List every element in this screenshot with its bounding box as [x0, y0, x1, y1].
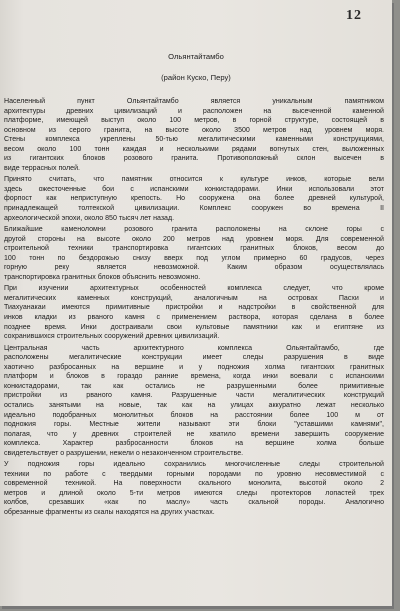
- text-line: хаотично разбросанных на вершине и у подножия холма гигантских гранитных: [4, 363, 384, 371]
- text-line: основном из серого гранита, на высоте около 3500 метров над уровнем моря.: [4, 126, 384, 134]
- text-line: Ближайшие каменоломни розового гранита расположены на склоне горы с: [4, 226, 384, 234]
- text-line: 100 тонн по бездорожью снизу вверх под углом примерно 60 градусов, через: [4, 254, 384, 262]
- text-line: форпост как неприступную крепость. Но сооружена она более древней культурой,: [4, 195, 384, 203]
- text-line: Стены комплекса укреплены 50-тью мегалитическими каменными конструкциями,: [4, 136, 384, 144]
- text-line: метров и длиной около 5-ти метров имеются следы протекторов лопастей трех: [4, 489, 384, 497]
- paragraph: [4, 97, 384, 173]
- document-subtitle: (район Куско, Перу): [161, 73, 231, 82]
- text-line: весом около 100 тонн каждая и несколькими рядами вогнутых стен, выложенных: [4, 145, 384, 153]
- text-line: инков кладки из рваного камня с применением раствора, которая сделана в более: [4, 314, 384, 322]
- text-line: идеально подобранных монолитных блоков на расстоянии более 100 м от: [4, 411, 384, 419]
- text-line: колбов, срезавших «как по маслу» часть скальной породы. Аналогично: [4, 499, 384, 507]
- text-line: позднее время. Инки достраивали свои культовые памятники как и египтяне из: [4, 323, 384, 331]
- text-line: архитектуры древних цивилизаций и расположен на высеченной каменной: [4, 107, 384, 115]
- text-line: свидетельствует о разрушении, нежели о незаконченном строительстве.: [4, 449, 244, 457]
- text-line: Центральная часть архитектурного комплекса Ольянтайтамбо, где: [4, 344, 384, 352]
- text-line: платформ и блоков в гораздо ранние времена, когда инки воевали с испанскими: [4, 373, 384, 381]
- text-line: подножия горы. Местные жители называют эти блоки "уставшими камнями",: [4, 421, 384, 429]
- text-line: обрезанные фрагменты из скалы находятся на других участках.: [4, 508, 215, 516]
- text-line: современной техникой. На поверхности скального монолита, высотой около 2: [4, 480, 384, 488]
- text-line: принадлежащей толтекской цивилизации. Комплекс сооружен во времена II: [4, 205, 384, 213]
- text-line: виде террасных полей.: [4, 164, 80, 172]
- text-line: другой стороны на высоте около 200 метров над уровнем моря. Для современной: [4, 235, 384, 243]
- text-line: из гигантских блоков розового гранита. Противоположный склон высечен в: [4, 155, 384, 163]
- text-line: У подножия горы идеально сохранились многочисленные следы строительной: [4, 461, 384, 469]
- text-line: транспортировка гранитных блоков объяснить невозможно.: [4, 273, 201, 281]
- page-number: 12: [346, 8, 362, 23]
- text-line: конкистадорами, так как остались не разрушенными более примитивные: [4, 382, 384, 390]
- text-line: Принято считать, что памятник относится к культуре инков, которые вели: [4, 176, 384, 184]
- text-line: сохранившихся строительных сооружений древних цивилизаций.: [4, 333, 220, 341]
- text-line: платформе, имеющей выступ около 100 метров, в горной структуре, состоящей в: [4, 117, 384, 125]
- text-line: горную реку является невозможной. Каким образом осуществлялась: [4, 264, 384, 272]
- text-line: пристройки из рваного камня. Разрушенные части мегалитических конструкций: [4, 392, 384, 400]
- paragraph: [4, 460, 384, 517]
- text-line: остались занятыми на новые, так как на улицах аккуратно лежат несколько: [4, 401, 384, 409]
- paragraph: [4, 175, 384, 223]
- paragraph: [4, 284, 384, 341]
- text-line: При изучении архитектурных особенностей комплекса следует, что кроме: [4, 285, 384, 293]
- text-line: Населенный пункт Ольянтайтамбо является уникальным памятником: [4, 98, 384, 105]
- text-line: археологической эпохи, около 850 тысяч лет назад.: [4, 214, 175, 222]
- paragraph: [4, 225, 384, 282]
- text-line: здесь ожесточенные бои с испанскими конкистадорами. Инки использовали этот: [4, 185, 384, 193]
- document-title: Ольянтайтамбо: [168, 52, 224, 61]
- text-line: строительной техники транспортировка гигантских гранитных блоков, весом до: [4, 245, 384, 253]
- text-line: техники по работе с твердыми горными породами по уровню несовместимой с: [4, 470, 384, 478]
- paragraph: [4, 344, 384, 459]
- body-text: [4, 97, 384, 518]
- text-line: комплекса. Характер разбросанности блоков на вершине холма больше: [4, 440, 384, 448]
- text-line: полагая, что у древних строителей не хватило времени завершить сооружение: [4, 430, 384, 438]
- text-line: Тиахуанакаи имеются примитивные пристройки и надстройки в свойственной для: [4, 304, 384, 312]
- text-line: расположены мегалитические конструкции имеет следы разрушения в виде: [4, 354, 384, 362]
- text-line: мегалитических каменных конструкций, аналогичным на островах Пасхи и: [4, 294, 384, 302]
